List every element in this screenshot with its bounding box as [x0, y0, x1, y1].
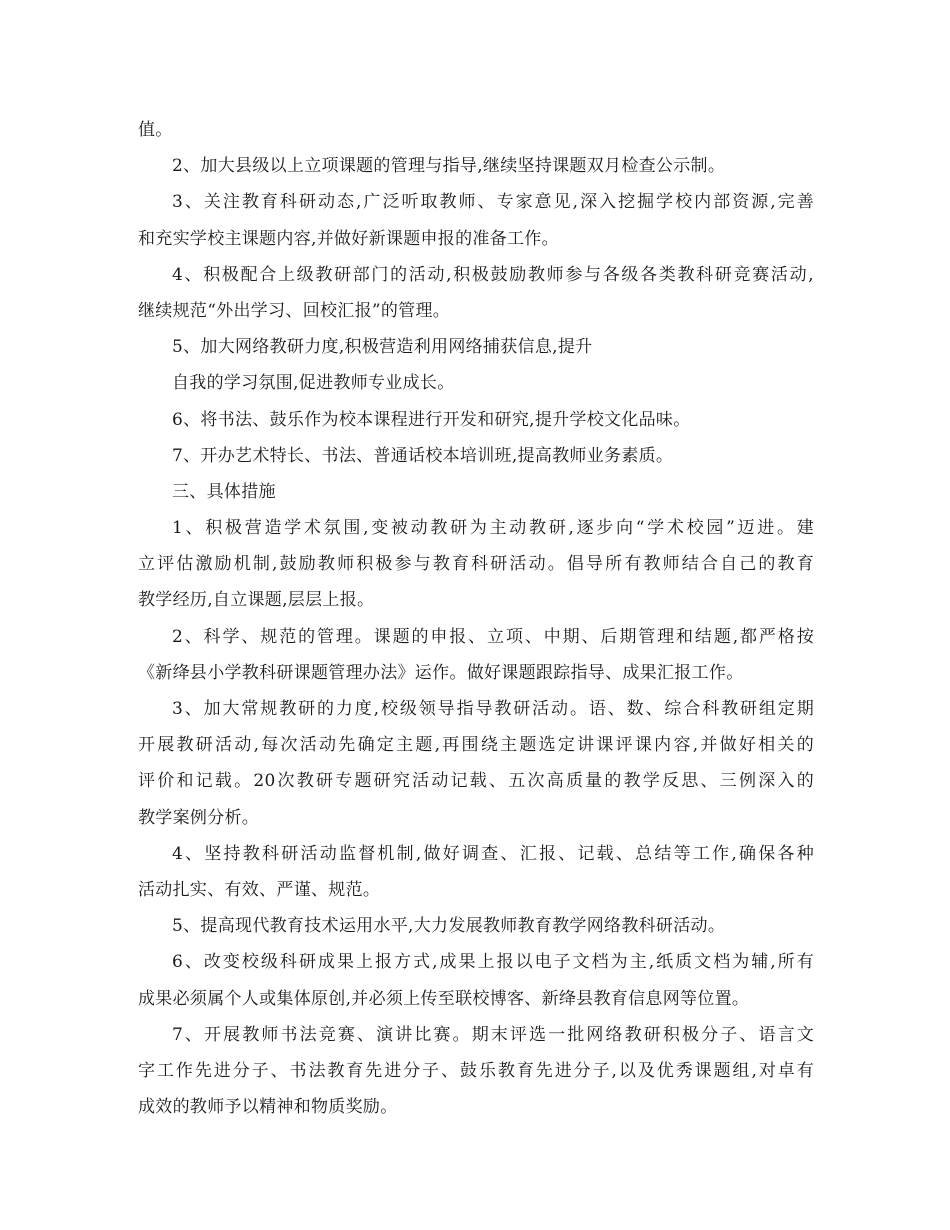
text-line: 《新绛县小学教科研课题管理办法》运作。做好课题跟踪指导、成果汇报工作。 [138, 662, 744, 683]
text-line: 值。 [138, 120, 173, 140]
text-line: 字工作先进分子、书法教育先进分子、鼓乐教育先进分子,以及优秀课题组,对卓有 [138, 1060, 814, 1081]
text-line: 5、加大网络教研力度,积极营造利用网络捕获信息,提升 [172, 337, 593, 358]
text-line: 和充实学校主课题内容,并做好新课题申报的准备工作。 [138, 228, 559, 249]
text-line: 活动扎实、有效、严谨、规范。 [138, 879, 381, 900]
text-line: 2、加大县级以上立项课题的管理与指导,继续坚持课题双月检查公示制。 [172, 156, 726, 177]
text-line: 5、提高现代教育技术运用水平,大力发展教师教育教学网络教科研活动。 [172, 916, 726, 937]
text-line: 自我的学习氛围,促进教师专业成长。 [172, 373, 455, 394]
text-line: 成果必须属个人或集体原创,并必须上传至联校博客、新绛县教育信息网等位置。 [138, 988, 750, 1009]
text-line: 立评估激励机制,鼓励教师积极参与教育科研活动。倡导所有教师结合自己的教育 [138, 554, 814, 575]
text-line: 1、积极营造学术氛围,变被动教研为主动教研,逐步向“学术校园”迈进。建 [172, 518, 814, 539]
document-page [138, 112, 814, 1125]
text-line: 6、改变校级科研成果上报方式,成果上报以电子文档为主,纸质文档为辅,所有 [172, 952, 814, 973]
section-heading: 三、具体措施 [172, 481, 276, 502]
text-line: 成效的教师予以精神和物质奖励。 [138, 1097, 398, 1118]
text-line: 评价和记载。20次教研专题研究活动记载、五次高质量的教学反思、三例深入的 [138, 771, 814, 792]
text-line: 3、关注教育科研动态,广泛听取教师、专家意见,深入挖掘学校内部资源,完善 [172, 192, 814, 213]
text-line: 7、开展教师书法竞赛、演讲比赛。期末评选一批网络教研积极分子、语言文 [172, 1024, 814, 1045]
text-line: 教学经历,自立课题,层层上报。 [138, 590, 375, 611]
text-line: 教学案例分析。 [138, 807, 260, 828]
text-line: 3、加大常规教研的力度,校级领导指导教研活动。语、数、综合科教研组定期 [172, 699, 814, 719]
text-line: 开展教研活动,每次活动先确定主题,再围绕主题选定讲课评课内容,并做好相关的 [138, 735, 814, 756]
text-line: 7、开办艺术特长、书法、普通话校本培训班,提高教师业务素质。 [172, 445, 674, 466]
text-line: 继续规范“外出学习、回校汇报”的管理。 [138, 300, 451, 321]
text-line: 6、将书法、鼓乐作为校本课程进行开发和研究,提升学校文化品味。 [172, 409, 691, 430]
text-line: 4、坚持教科研活动监督机制,做好调查、汇报、记载、总结等工作,确保各种 [172, 843, 814, 864]
text-line: 2、科学、规范的管理。课题的申报、立项、中期、后期管理和结题,都严格按 [172, 626, 814, 647]
text-line: 4、积极配合上级教研部门的活动,积极鼓励教师参与各级各类教科研竞赛活动, [172, 264, 814, 285]
